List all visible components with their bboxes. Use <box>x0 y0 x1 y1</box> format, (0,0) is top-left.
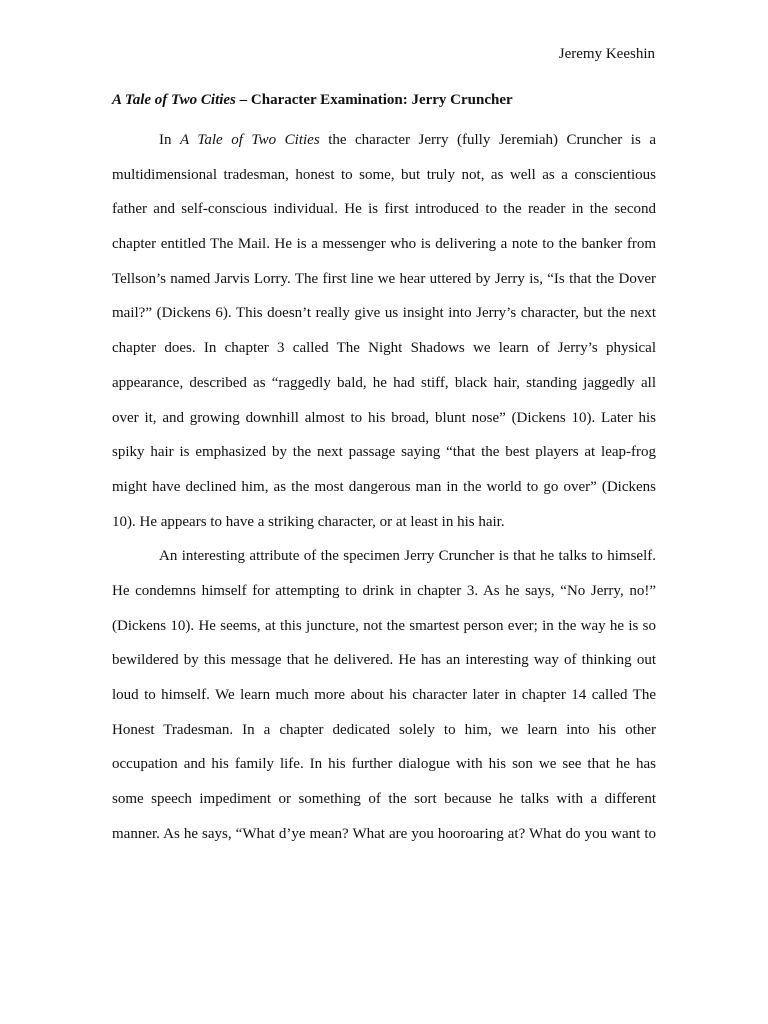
paragraph-line: Tellson’s named Jarvis Lorry. The first line we hear uttered by Jerry is, “Is that the Dover <box>112 270 656 287</box>
essay-body <box>112 123 656 851</box>
essay-title <box>112 90 513 110</box>
paragraph-line: 10). He appears to have a striking character, or at least in his hair. <box>112 513 505 530</box>
paragraph-1 <box>112 123 656 539</box>
book-title-inline: A Tale of Two Cities <box>180 132 320 148</box>
line-text: In <box>159 132 181 148</box>
paragraph-line: He condemns himself for attempting to drink in chapter 3. As he says, “No Jerry, no!” <box>112 582 656 599</box>
paragraph-line: occupation and his family life. In his further dialogue with his son we see that he has <box>112 756 656 773</box>
paragraph-line: An interesting attribute of the specimen Jerry Cruncher is that he talks to himself. <box>159 548 656 565</box>
paragraph-line: might have declined him, as the most dangerous man in the world to go over” (Dickens <box>112 478 656 495</box>
paragraph-line: mail?” (Dickens 6). This doesn’t really give us insight into Jerry’s character, but the next <box>112 305 656 322</box>
essay-title-subject: – Character Examination: Jerry Cruncher <box>235 92 513 108</box>
paragraph-line: loud to himself. We learn much more about his character later in chapter 14 called The <box>112 687 656 703</box>
paragraph-line: appearance, described as “raggedly bald, he had stiff, black hair, standing jaggedly all <box>112 374 656 391</box>
paragraph-line: spiky hair is emphasized by the next passage saying “that the best players at leap-frog <box>112 444 656 461</box>
paragraph-line: (Dickens 10). He seems, at this juncture, not the smartest person ever; in the way he is so <box>112 617 656 634</box>
paragraph-line: over it, and growing downhill almost to his broad, blunt nose” (Dickens 10). Later his <box>112 409 656 426</box>
paragraph-line <box>112 123 656 158</box>
essay-title-book: A Tale of Two Cities <box>112 92 236 108</box>
paragraph-2 <box>112 539 656 851</box>
author-name: Jeremy Keeshin <box>558 46 655 62</box>
paragraph-line: manner. As he says, “What d’ye mean? What are you hooroaring at? What do you want to <box>112 825 656 842</box>
paragraph-line: chapter does. In chapter 3 called The Night Shadows we learn of Jerry’s physical <box>112 340 656 357</box>
paragraph-line: father and self-conscious individual. He is first introduced to the reader in the second <box>112 201 656 218</box>
line-text: the character Jerry (fully Jeremiah) Cruncher is a <box>319 132 656 148</box>
paragraph-line: multidimensional tradesman, honest to some, but truly not, as well as a conscientious <box>112 166 656 183</box>
paragraph-line: some speech impediment or something of the sort because he talks with a different <box>112 791 656 808</box>
paragraph-line: Honest Tradesman. In a chapter dedicated solely to him, we learn into his other <box>112 721 656 738</box>
paragraph-line: chapter entitled The Mail. He is a messenger who is delivering a note to the banker from <box>112 236 656 253</box>
paragraph-line: bewildered by this message that he delivered. He has an interesting way of thinking out <box>112 652 656 669</box>
